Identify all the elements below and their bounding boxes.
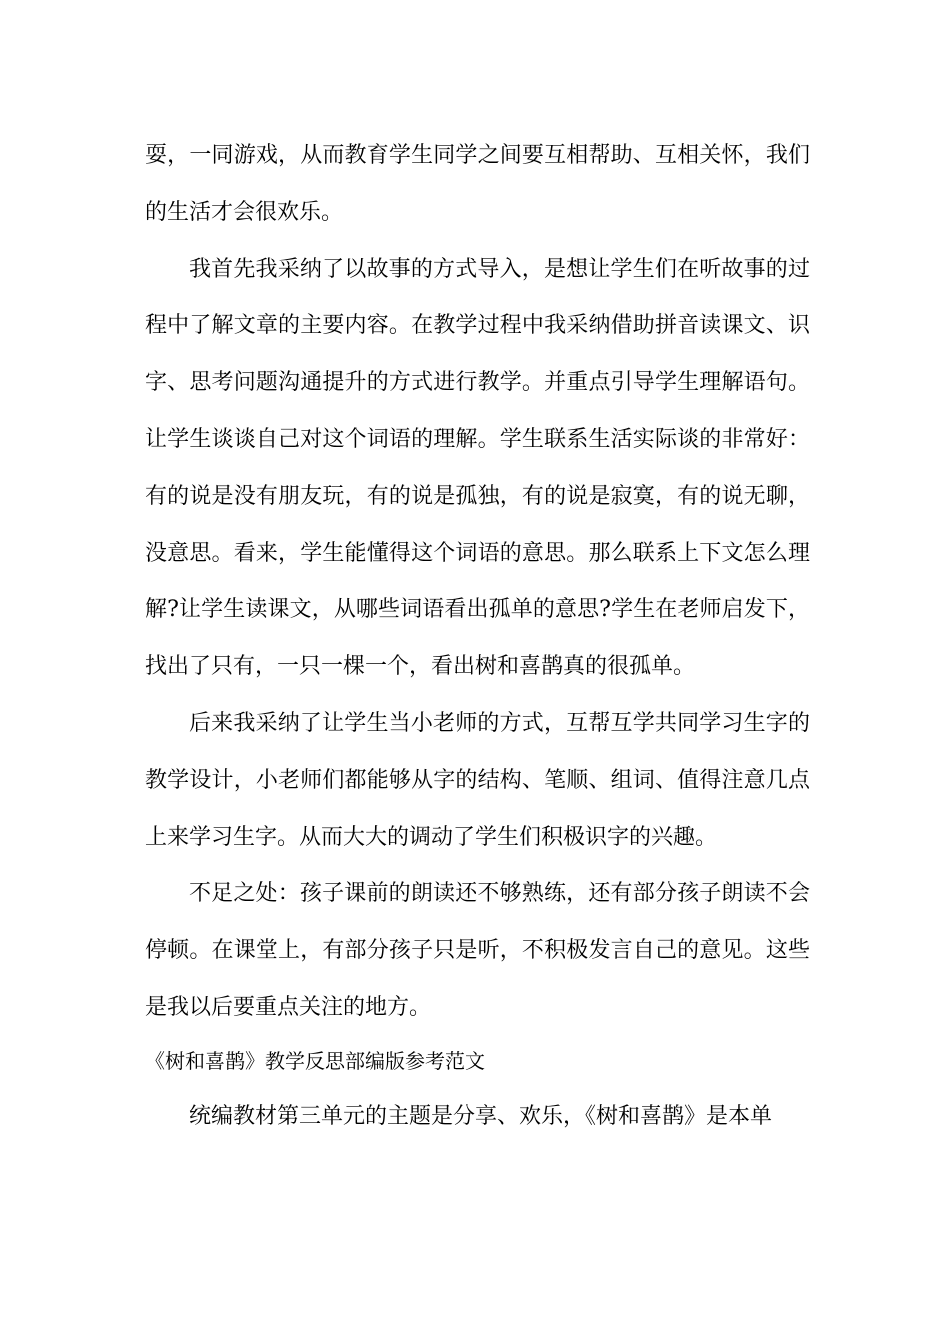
document-body (145, 128, 810, 1146)
paragraph-5: 统编教材第三单元的主题是分享、欢乐，《树和喜鹊》是本单 (189, 1103, 773, 1129)
paragraph-1: 耍，一同游戏，从而教育学生同学之间要互相帮助、互相关怀，我们的生活才会很欢乐。 (145, 143, 810, 225)
paragraph-3: 后来我采纳了让学生当小老师的方式，互帮互学共同学习生字的教学设计，小老师们都能够从字的结构、笔顺、组词、值得注意几点上来学习生字。从而大大的调动了学生们积极识字的兴趣。 (145, 710, 810, 850)
paragraph-4: 不足之处：孩子课前的朗读还不够熟练，还有部分孩子朗读不会停顿。在课堂上，有部分孩子只是听，不积极发言自己的意见。这些是我以后要重点关注的地方。 (145, 881, 810, 1020)
paragraph-2: 我首先我采纳了以故事的方式导入，是想让学生们在听故事的过程中了解文章的主要内容。在教学过程中我采纳借助拼音读课文、识字、思考问题沟通提升的方式进行教学。并重点引导学生理解语句。让学生谈谈自己对这个词语的理解。学生联系生活实际谈的非常好：有的说是没有朋友玩，有的说是孤独，有的说是寂寞，有的说无聊，没意思。看来，学生能懂得这个词语的意思。那么联系上下文怎么理解?让学生读课文，从哪些词语看出孤单的意思?学生在老师启发下，找出了只有，一只一棵一个，看出树和喜鹊真的很孤单。 (145, 256, 810, 680)
section-heading: 《树和喜鹊》教学反思部编版参考范文 (145, 1048, 485, 1073)
